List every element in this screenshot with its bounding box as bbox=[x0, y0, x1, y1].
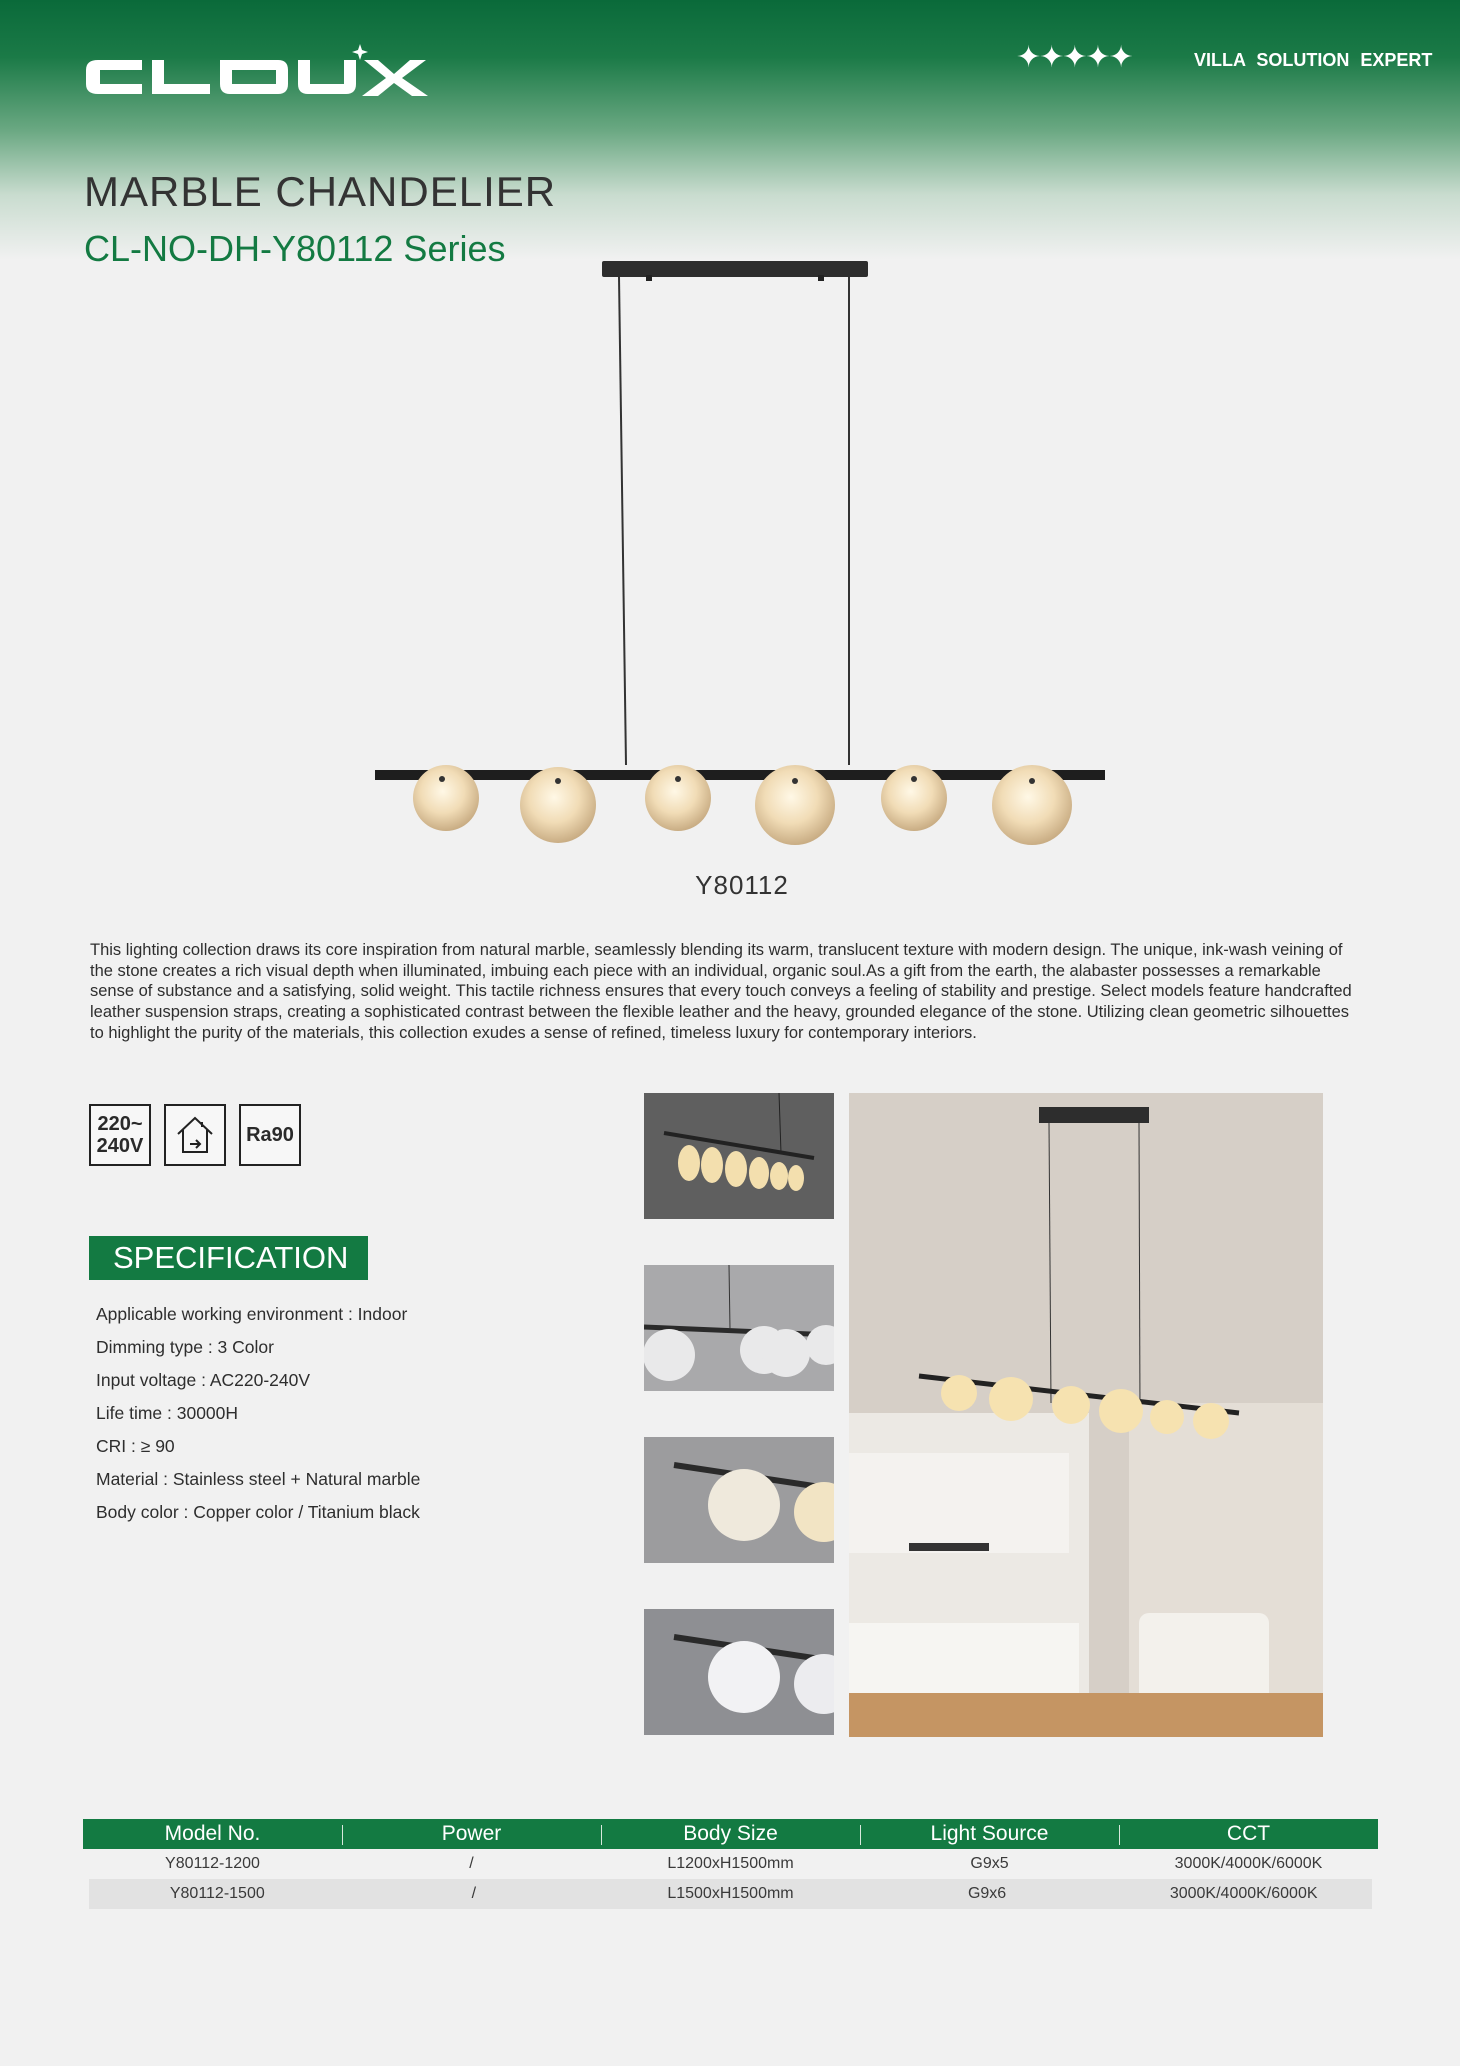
table-cell: 3000K/4000K/6000K bbox=[1169, 1885, 1318, 1902]
spec-item: Input voltage : AC220-240V bbox=[96, 1370, 311, 1390]
indoor-house-icon bbox=[164, 1104, 226, 1166]
series-subtitle: CL-NO-DH-Y80112 Series bbox=[84, 228, 506, 269]
cri-badge-text: Ra90 bbox=[246, 1123, 294, 1146]
brand-tagline: VILLA SOLUTION EXPERT bbox=[1194, 50, 1433, 70]
table-cell: G9x6 bbox=[967, 1885, 1007, 1902]
spec-item: Body color : Copper color / Titanium black bbox=[96, 1502, 420, 1522]
model-table bbox=[83, 1819, 1378, 1909]
spec-item: CRI : ≥ 90 bbox=[96, 1436, 175, 1456]
header-band bbox=[0, 0, 1460, 260]
table-cell: Y80112-1500 bbox=[169, 1885, 265, 1902]
voltage-badge bbox=[89, 1104, 151, 1166]
rating-stars: ✦✦✦✦✦ bbox=[1016, 40, 1132, 75]
spec-item: Applicable working environment : Indoor bbox=[96, 1304, 408, 1324]
specification-list bbox=[96, 1303, 420, 1534]
detail-photo-2 bbox=[644, 1265, 834, 1391]
specification-heading: SPECIFICATION bbox=[89, 1236, 368, 1280]
table-cell: / bbox=[469, 1855, 474, 1872]
table-cell: L1500xH1500mm bbox=[667, 1885, 794, 1902]
table-cell: Y80112-1200 bbox=[165, 1855, 260, 1872]
page-title: MARBLE CHANDELIER bbox=[84, 168, 557, 215]
chandelier-hero-image bbox=[360, 255, 1120, 865]
cloux-logo bbox=[82, 42, 442, 102]
column-header: Light Source bbox=[860, 1819, 1119, 1849]
detail-photo-3 bbox=[644, 1437, 834, 1563]
spec-item: Life time : 30000H bbox=[96, 1403, 239, 1423]
room-scene-photo bbox=[849, 1093, 1323, 1737]
model-label: Y80112 bbox=[695, 870, 789, 900]
spec-item: Material : Stainless steel + Natural marble bbox=[96, 1469, 421, 1489]
table-header bbox=[83, 1819, 1378, 1849]
voltage-badge-text: 220~ 240V bbox=[96, 1113, 144, 1157]
detail-photo-1 bbox=[644, 1093, 834, 1219]
table-cell: 3000K/4000K/6000K bbox=[1174, 1855, 1323, 1872]
table-cell: / bbox=[471, 1885, 477, 1902]
spec-item: Dimming type : 3 Color bbox=[96, 1337, 274, 1357]
table-cell: L1200xH1500mm bbox=[667, 1855, 794, 1872]
cri-badge bbox=[239, 1104, 301, 1166]
column-header: Body Size bbox=[601, 1819, 860, 1849]
table-cell: G9x5 bbox=[970, 1855, 1009, 1872]
product-description: This lighting collection draws its core inspiration from natural marble, seamlessly blending its warm, translucent texture with modern design. The unique, ink-wash veining of the stone creates a rich visual depth when illuminated, imbuing each piece with an individual, organic soul.As a gift from the earth, the alabaster possesses a remarkable sense of substance and a satisfying, solid weight. This tactile richness ensures that every touch conveys a feeling of stability and prestige. Select models feature handcrafted leather suspension straps, creating a sophisticated contrast between the flexible leather and the heavy, grounded elegance of the stone. Utilizing clean geometric silhouettes to highlight the purity of the materials, this collection exudes a sense of refined, timeless luxury for contemporary interiors. bbox=[90, 941, 1352, 1042]
column-header: Power bbox=[342, 1819, 601, 1849]
column-header: CCT bbox=[1119, 1819, 1378, 1849]
column-header: Model No. bbox=[164, 1822, 261, 1845]
detail-photo-4 bbox=[644, 1609, 834, 1735]
table-row bbox=[89, 1879, 1372, 1909]
table-row bbox=[83, 1849, 1378, 1879]
